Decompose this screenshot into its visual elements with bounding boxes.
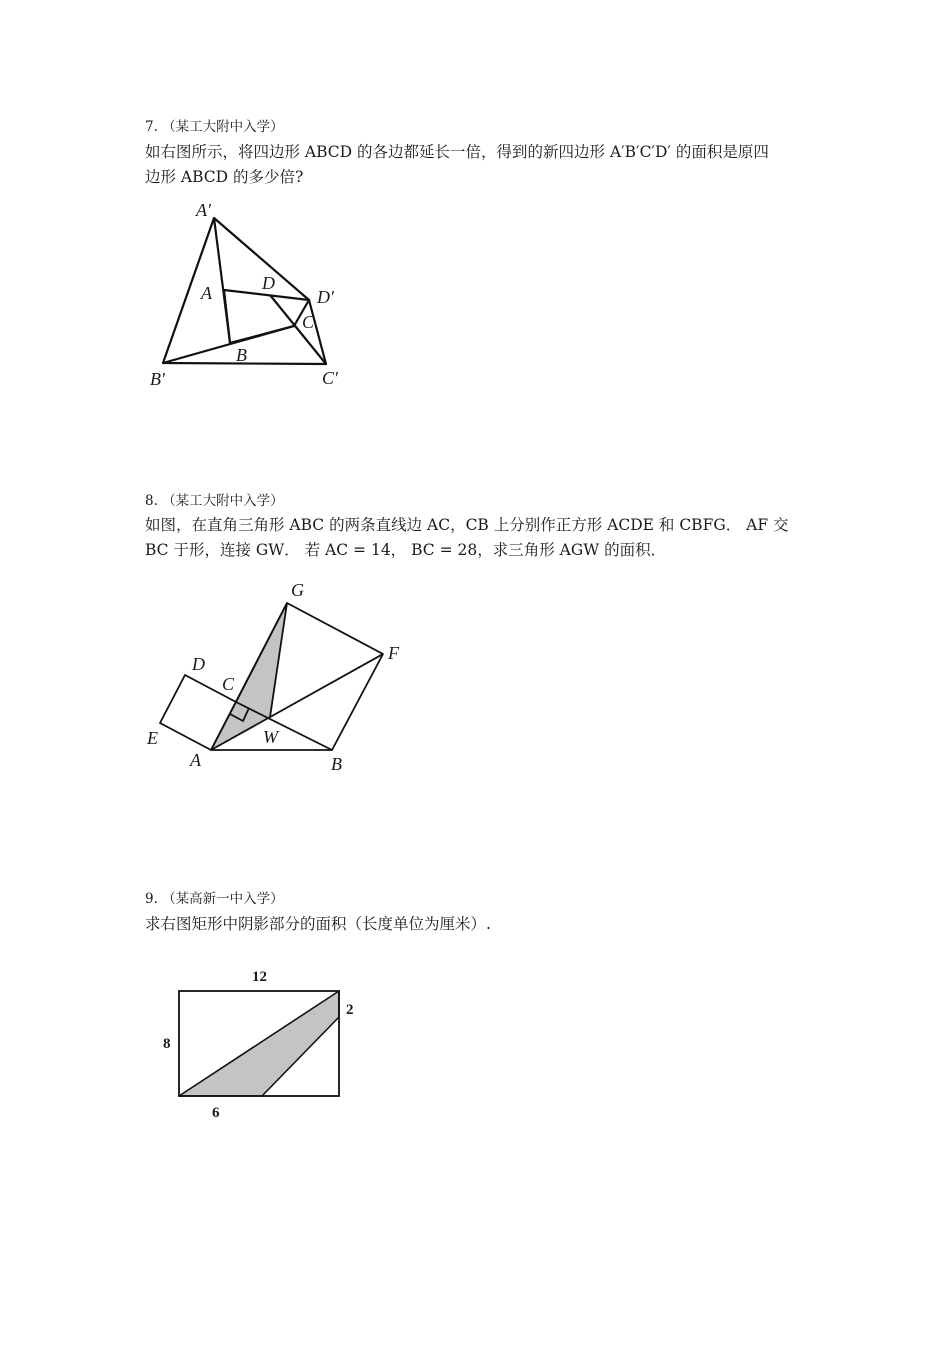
label-d: D	[192, 654, 205, 674]
label-e: E	[147, 728, 158, 748]
label-d: D	[262, 273, 275, 293]
label-a: A	[201, 283, 212, 303]
problem-9-header: 9. （某高新一中入学）	[145, 891, 284, 907]
problem-8-header: 8. （某工大附中入学）	[145, 493, 284, 509]
problem-7-header: 7. （某工大附中入学）	[145, 119, 284, 135]
label-top-length: 12	[252, 969, 267, 985]
label-bottom-length: 6	[212, 1105, 220, 1121]
label-a: A	[190, 750, 201, 770]
problem-7-line-2: 边形 ABCD 的多少倍?	[145, 168, 304, 186]
shaded-region	[179, 991, 339, 1096]
label-a-prime: A′	[196, 200, 211, 220]
label-b-prime: B′	[150, 369, 165, 389]
problem-9-line-1: 求右图矩形中阴影部分的面积（长度单位为厘米）.	[145, 915, 491, 933]
problem-7-line-1: 如右图所示，将四边形 ABCD 的各边都延长一倍，得到的新四边形 A′B′C′D′ 的面积是原四	[145, 143, 769, 161]
label-g: G	[291, 580, 304, 600]
label-right-length: 2	[346, 1002, 354, 1018]
problem-8-line-1: 如图，在直角三角形 ABC 的两条直线边 AC，CB 上分别作正方形 ACDE 和 CBFG． AF 交	[145, 516, 789, 534]
label-f: F	[388, 643, 399, 663]
label-w: W	[263, 727, 278, 747]
label-c-prime: C′	[322, 368, 338, 388]
problem-8-line-2: BC 于形，连接 GW． 若 AC = 14， BC = 28，求三角形 AGW 的面积．	[145, 541, 667, 559]
label-b: B	[331, 754, 342, 774]
label-c: C	[222, 674, 235, 694]
label-b: B	[236, 345, 247, 365]
label-c: C	[302, 312, 315, 332]
label-left-length: 8	[163, 1036, 171, 1052]
label-d-prime: D′	[317, 287, 334, 307]
